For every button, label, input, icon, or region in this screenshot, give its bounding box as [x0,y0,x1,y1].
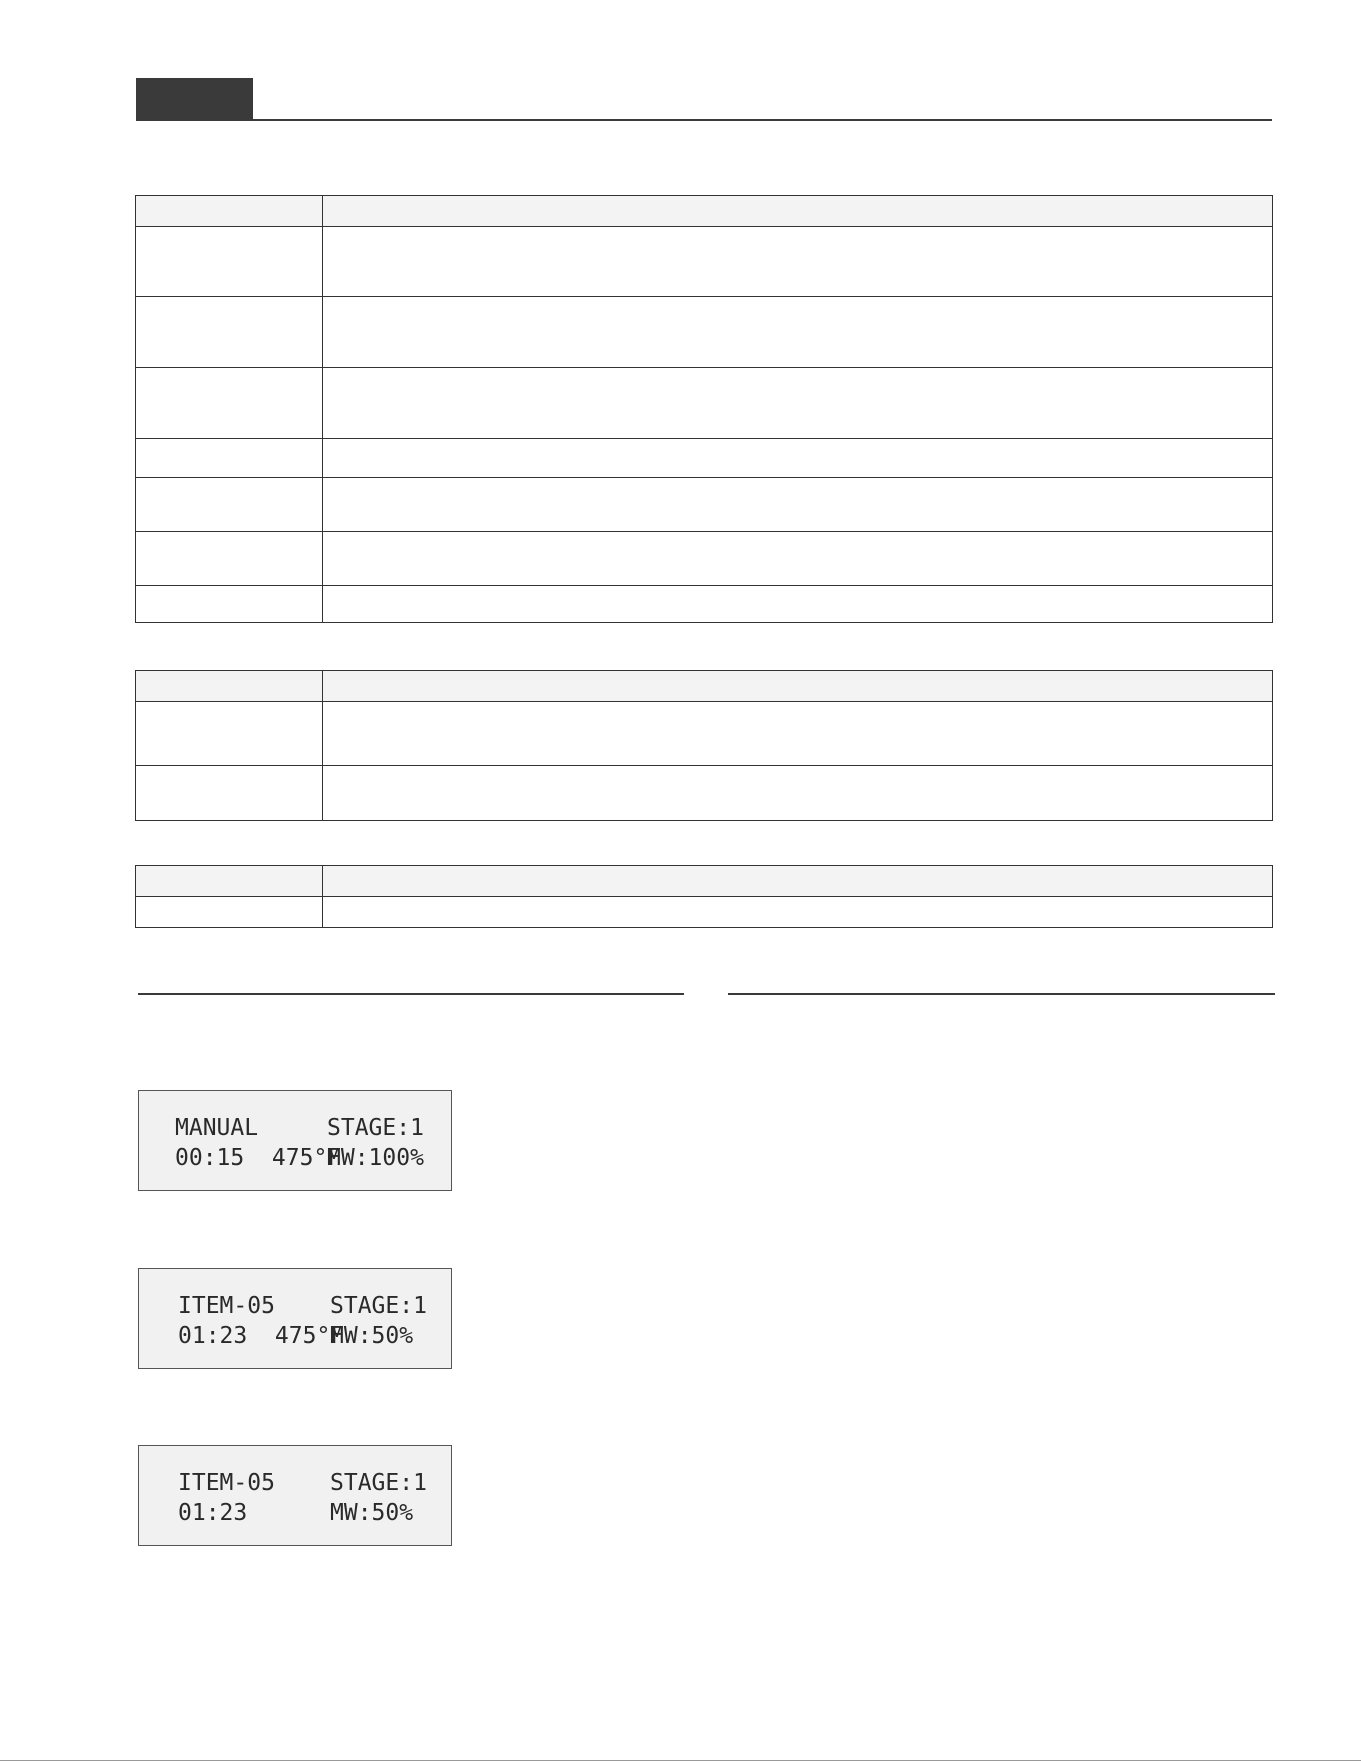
lcd-line2-right: MW:50% [330,1323,414,1349]
right-column-rule [728,993,1275,995]
lcd-line1-left: ITEM-05 [178,1293,275,1319]
header-rule [136,119,1272,121]
lcd-display-item [138,1445,452,1546]
lcd-line2-left: 01:23 475°F [178,1323,345,1349]
lcd-line1-right: STAGE:1 [330,1293,427,1319]
table-2 [135,670,1273,821]
table-row [136,226,1272,296]
lcd-line1-right: STAGE:1 [330,1470,427,1496]
table-row [136,296,1272,367]
lcd-line2-right: MW:100% [327,1145,424,1171]
left-column-rule [138,993,684,995]
table-row [136,477,1272,531]
lcd-display-manual [138,1090,452,1191]
table-row [136,438,1272,477]
lcd-display-item-temp [138,1268,452,1369]
lcd-line1-left: MANUAL [175,1115,259,1141]
lcd-line2-right: MW:50% [330,1500,414,1526]
table-header-row [136,196,1272,226]
table-row [136,367,1272,438]
table-1 [135,195,1273,623]
table-row [136,765,1272,820]
table-row [136,701,1272,765]
lcd-line2-left: 01:23 [178,1500,248,1526]
table-row [136,531,1272,585]
lcd-line1-left: ITEM-05 [178,1470,275,1496]
table-row [136,896,1272,927]
table-3 [135,865,1273,928]
lcd-line1-right: STAGE:1 [327,1115,424,1141]
table-row [136,585,1272,622]
section-tab [136,78,253,120]
table-header-row [136,671,1272,701]
table-header-row [136,866,1272,896]
lcd-line2-left: 00:15 475°F [175,1145,342,1171]
